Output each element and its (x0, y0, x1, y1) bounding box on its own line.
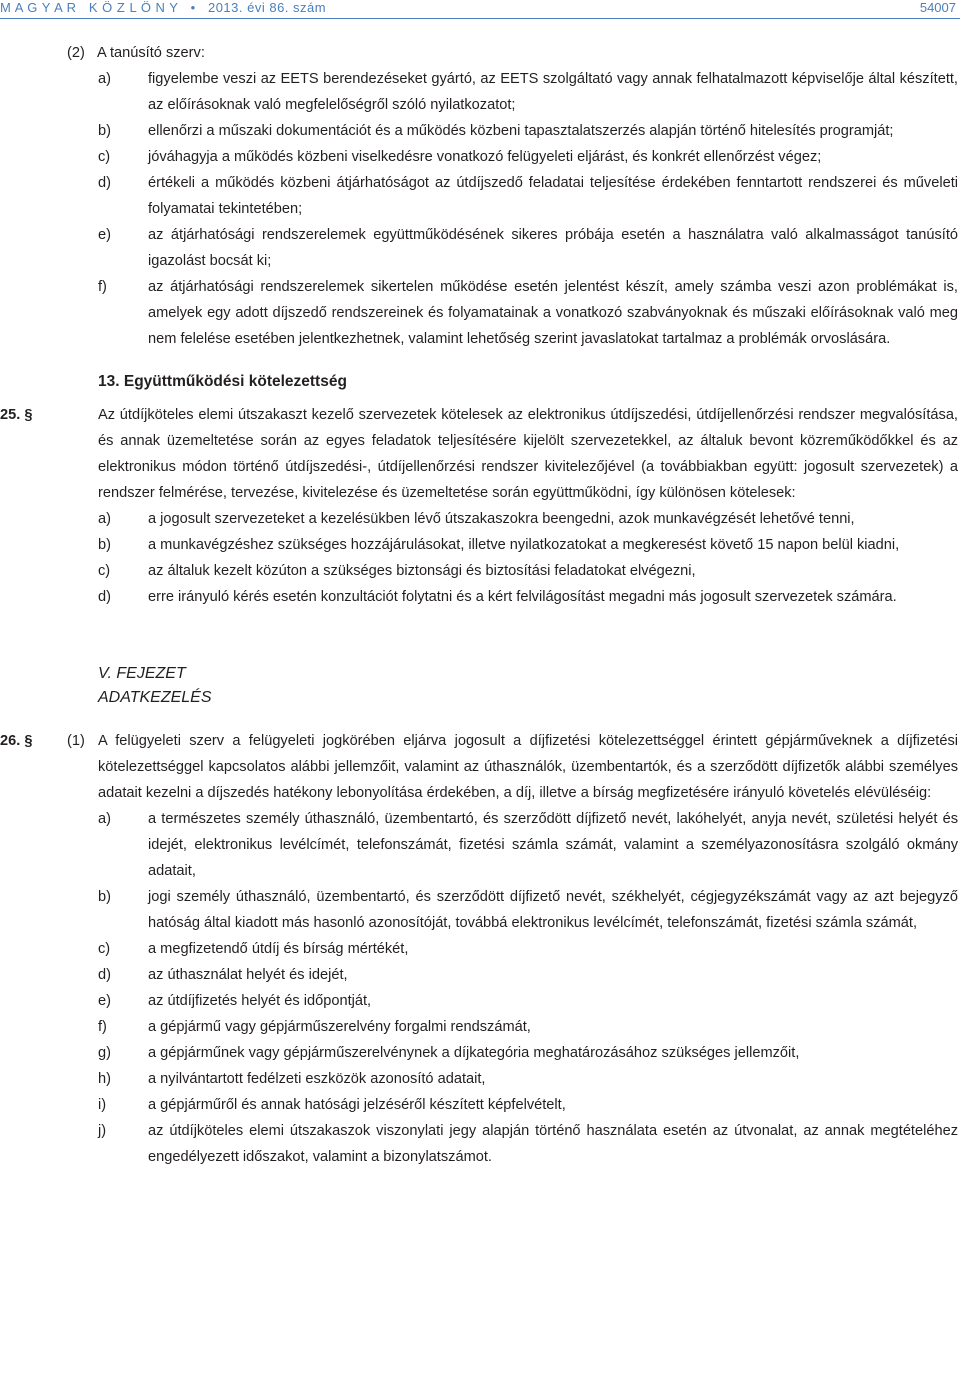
page-number: 54007 (919, 0, 956, 15)
list-item (0, 170, 960, 222)
item-label: f) (98, 1019, 107, 1035)
list-item (0, 118, 960, 144)
document-body (0, 40, 960, 1170)
subsection-number: (2) (67, 45, 85, 61)
list-item (0, 274, 960, 352)
item-label: d) (98, 589, 111, 605)
chapter-number: V. FEJEZET (98, 665, 186, 682)
item-label: f) (98, 279, 107, 295)
item-text: az átjárhatósági rendszerelemek sikertelen működése esetén jelentést készít, amely számba veszi azon problémákat is, amelyek egy adott díjszedő rendszereinek és folyamatainak a vonatkozó szabványoknak és műszaki előírásoknak való meg nem felelése esetében jelentkezhetnek, valamint lehetőség szerint javaslatokat tartalmaz a problémák orvoslására. (148, 279, 958, 347)
item-text: a természetes személy úthasználó, üzembentartó, és szerződött díjfizető nevét, lakóhelyét, anyja nevét, születési helyét és idejét, elektronikus levélcímét, telefonszámát, fizetési számla számát, valamint a személyazonosításra szolgáló okmány adatait, (148, 811, 958, 879)
item-text: a gépjárműről és annak hatósági jelzéséről készített képfelvételt, (148, 1097, 566, 1113)
paragraph-text: Az útdíjköteles elemi útszakaszt kezelő szervezetek kötelesek az elektronikus útdíjszedési, útdíjellenőrzési rendszer megvalósítása, és annak üzemeltetése során az egyes feladatok teljesítésére kijelölt szervezetekkel, az általuk bevont közreműködőkkel és az elektronikus módon történő útdíjszedési-, útdíjellenőrzési rendszer kivitelezőjével (a továbbiakban együtt: jogosult szervezetek) a rendszer felmérése, tervezése, kivitelezése és üzemeltetése során együttműködni, így különösen kötelesek: (98, 407, 958, 501)
list-item (0, 1040, 960, 1066)
list-item (0, 1092, 960, 1118)
list-item (0, 1066, 960, 1092)
list-item (0, 936, 960, 962)
chapter-heading (0, 662, 960, 710)
item-label: c) (98, 563, 111, 579)
paragraph-25 (0, 402, 960, 506)
list-item (0, 988, 960, 1014)
item-label: b) (98, 537, 111, 553)
item-label: c) (98, 941, 111, 957)
item-text: ellenőrzi a műszaki dokumentációt és a működés közbeni tapasztalatszerzés alapján történő hitelesítés programját; (148, 123, 894, 139)
list-item (0, 506, 960, 532)
list-item (0, 806, 960, 884)
list-item (0, 66, 960, 118)
item-text: a jogosult szervezeteket a kezelésükben lévő útszakaszokra beengedni, azok munkavégzését lehetővé tenni, (148, 511, 855, 527)
journal-title: M A G Y A R K Ö Z L Ö N Y • 2013. évi 86. szám (0, 0, 327, 15)
item-text: az átjárhatósági rendszerelemek együttműködésének sikeres próbája esetén a használatra való alkalmasságot tanúsító igazolást bocsát ki; (148, 227, 958, 269)
item-label: b) (98, 123, 111, 139)
subsection-number: (1) (67, 733, 85, 749)
subsection-2 (0, 40, 960, 66)
item-label: a) (98, 511, 111, 527)
list-item (0, 1014, 960, 1040)
item-label: e) (98, 993, 111, 1009)
paragraph-number: 26. § (0, 733, 33, 749)
list-item (0, 962, 960, 988)
item-label: a) (98, 811, 111, 827)
list-item (0, 532, 960, 558)
list-item (0, 884, 960, 936)
item-text: az általuk kezelt közúton a szükséges biztonsági és biztosítási feladatokat elvégezni, (148, 563, 696, 579)
item-text: a gépjármű vagy gépjárműszerelvény forgalmi rendszámát, (148, 1019, 531, 1035)
item-text: jóváhagyja a működés közbeni viselkedésre vonatkozó felügyeleti eljárást, és konkrét ellenőrzést végez; (148, 149, 822, 165)
item-label: g) (98, 1045, 111, 1061)
item-label: h) (98, 1071, 111, 1087)
item-label: j) (98, 1123, 107, 1139)
item-text: az úthasználat helyét és idejét, (148, 967, 348, 983)
list-item (0, 558, 960, 584)
item-text: az útdíjfizetés helyét és időpontját, (148, 993, 372, 1009)
item-label: b) (98, 889, 111, 905)
item-text: értékeli a működés közbeni átjárhatóságot az útdíjszedő feladatai teljesítése érdekében fenntartott rendszerei és műveleti folyamatai tekintetében; (148, 175, 958, 217)
list-item (0, 1118, 960, 1170)
paragraph-number: 25. § (0, 407, 33, 423)
paragraph-text: A felügyeleti szerv a felügyeleti jogkörében eljárva jogosult a díjfizetési kötelezettséggel érintett gépjárműveknek a díjfizetési kötelezettséggel kapcsolatos alábbi jellemzőit, valamint az úthasználók, üzembentartók, és a szerződött díjfizetők alábbi személyes adatait kezelni a díjszedés hatékony lebonyolítása érdekében, a díj, illetve a bírság megfizetésére irányuló követelés elévüléséig: (98, 733, 958, 801)
item-label: e) (98, 227, 111, 243)
item-text: erre irányuló kérés esetén konzultációt folytatni és a kért felvilágosítást megadni más jogosult szervezetek számára. (148, 589, 897, 605)
item-text: a munkavégzéshez szükséges hozzájárulásokat, illetve nyilatkozatokat a megkeresést követő 15 napon belül kiadni, (148, 537, 900, 553)
item-label: d) (98, 967, 111, 983)
item-label: d) (98, 175, 111, 191)
page-header (0, 0, 960, 19)
section-heading: 13. Együttműködési kötelezettség (98, 373, 347, 390)
list-item (0, 584, 960, 610)
item-text: a nyilvántartott fedélzeti eszközök azonosító adatait, (148, 1071, 486, 1087)
item-text: figyelembe veszi az EETS berendezéseket gyártó, az EETS szolgáltató vagy annak felhatalmazott képviselője által készített, az előírásoknak való megfelelőségről szóló nyilatkozatot; (148, 71, 958, 113)
paragraph-26 (0, 728, 960, 806)
item-text: az útdíjköteles elemi útszakaszok viszonylati jegy alapján történő használata esetén az útvonalat, az annak megtételéhez engedélyezett időszakot, valamint a bizonylatszámot. (148, 1123, 958, 1165)
subsection-lead: A tanúsító szerv: (97, 45, 205, 61)
item-text: jogi személy úthasználó, üzembentartó, és szerződött díjfizető nevét, székhelyét, cégjegyzékszámát vagy az azt bejegyző hatóság által kiadott más hasonló azonosítóját, továbbá elektronikus levélcímét, telefonszámát, fizetési számla számát, (148, 889, 958, 931)
list-item (0, 222, 960, 274)
item-text: a gépjárműnek vagy gépjárműszerelvénynek a díjkategória meghatározásához szükséges jellemzőit, (148, 1045, 800, 1061)
item-label: i) (98, 1097, 107, 1113)
list-item (0, 144, 960, 170)
item-text: a megfizetendő útdíj és bírság mértékét, (148, 941, 409, 957)
chapter-title: ADATKEZELÉS (98, 689, 212, 706)
item-label: c) (98, 149, 111, 165)
item-label: a) (98, 71, 111, 87)
header-rule (0, 18, 960, 19)
